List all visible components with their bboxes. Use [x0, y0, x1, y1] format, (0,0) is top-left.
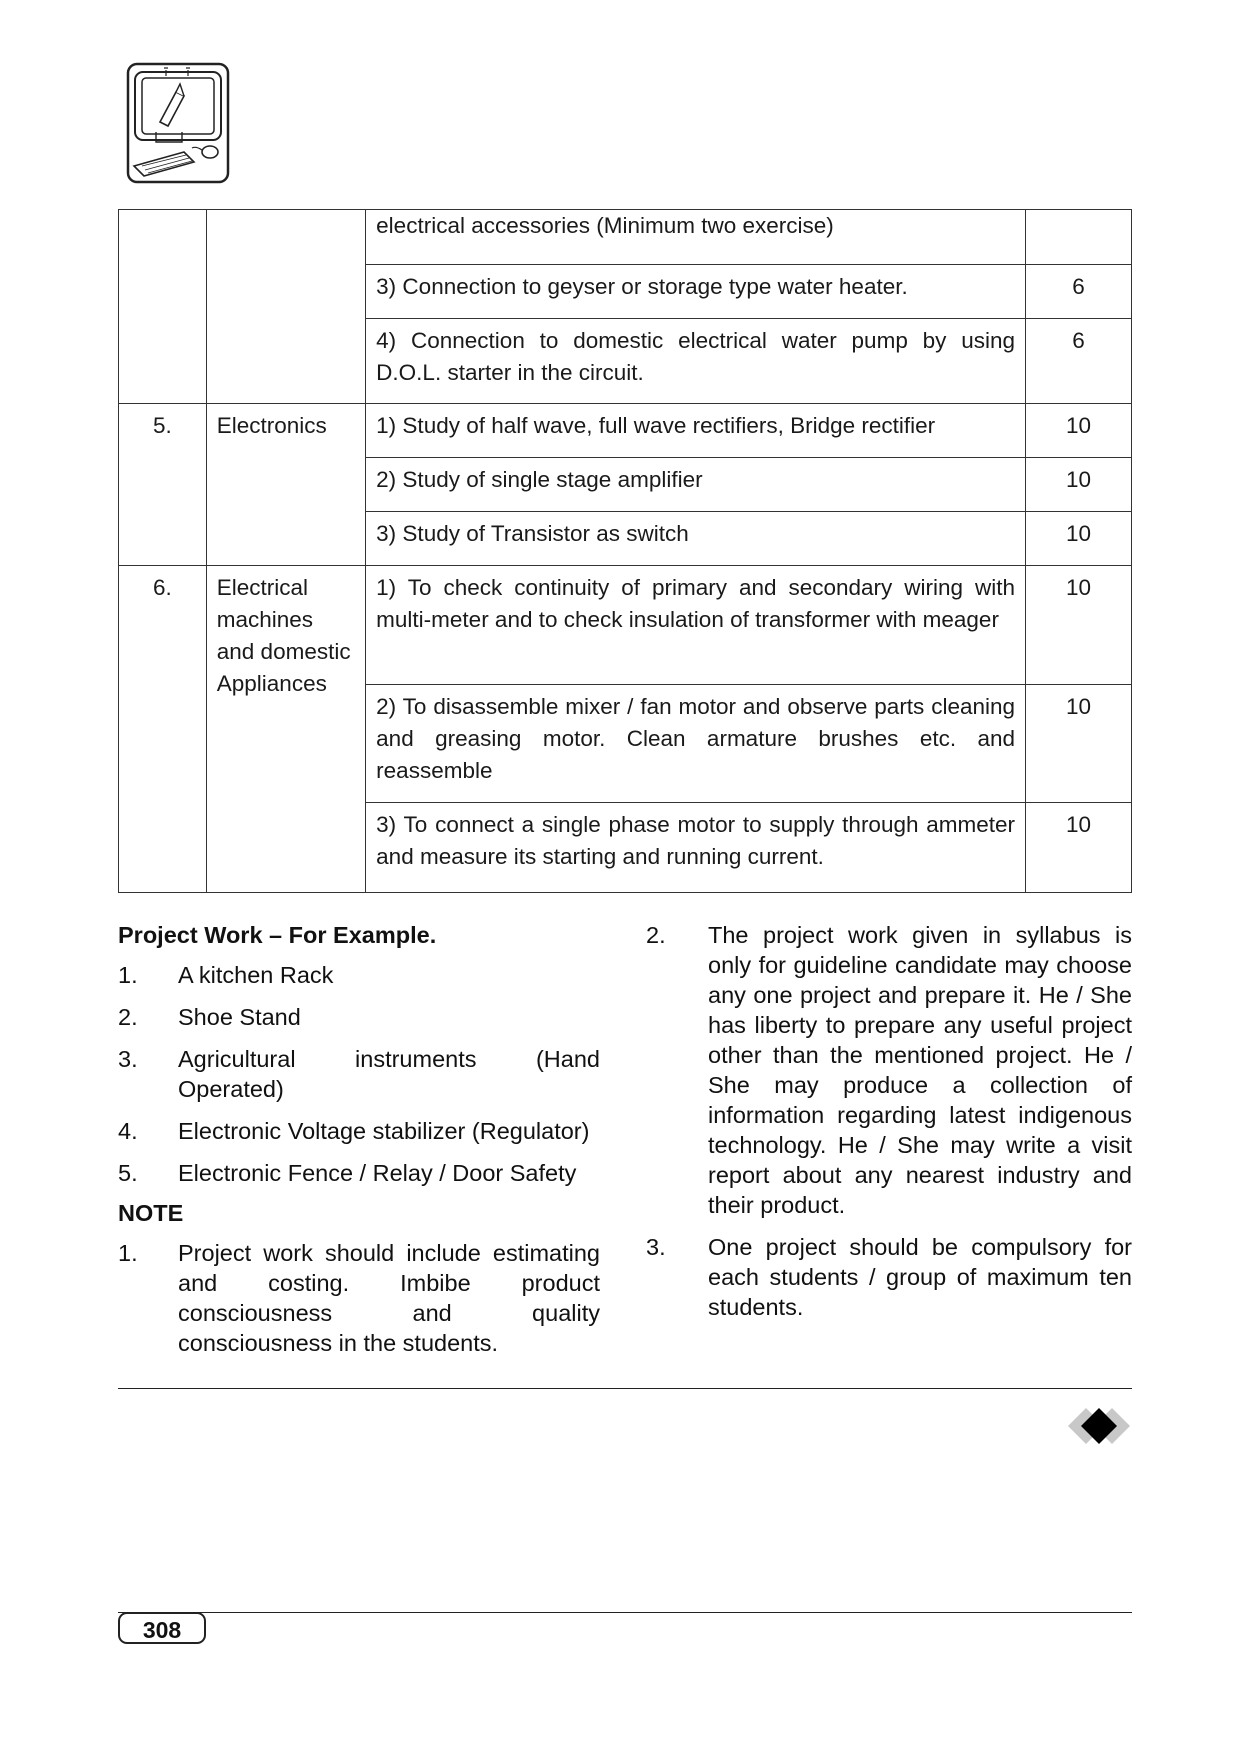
diamonds-icon	[1066, 1406, 1132, 1446]
list-item	[118, 1044, 600, 1104]
list-item	[646, 920, 1132, 1220]
practical-cell: 3) Study of Transistor as switch	[376, 520, 689, 546]
item-text: The project work given in syllabus is only for guideline candidate may choose any one project and prepare it. He / She has liberty to prepare any useful project other than the mentioned project. He / She may produce a collection of information regarding latest indigenous technology. He / She may write a visit report about any nearest industry and their product.	[708, 922, 1132, 1218]
item-number: 1.	[118, 962, 138, 988]
table-row	[119, 566, 1132, 685]
hours-cell: 10	[1066, 812, 1092, 838]
table-row	[119, 404, 1132, 458]
item-text: Agricultural instruments (Hand Operated)	[178, 1046, 600, 1102]
item-text: One project should be compulsory for each students / group of maximum ten students.	[708, 1234, 1132, 1320]
syllabus-table	[118, 209, 1132, 893]
hours-cell	[1026, 210, 1131, 216]
serial-number: 5.	[153, 413, 172, 439]
practical-cell: 1) Study of half wave, full wave rectifiers, Bridge rectifier	[376, 413, 936, 439]
item-number: 5.	[118, 1160, 138, 1186]
list-item	[646, 1232, 1132, 1322]
hours-cell: 10	[1066, 520, 1092, 546]
item-number: 2.	[646, 922, 666, 948]
practical-cell: electrical accessories (Minimum two exercise)	[376, 213, 834, 238]
project-heading: Project Work – For Example.	[118, 922, 437, 948]
item-text: Shoe Stand	[178, 1004, 301, 1030]
practical-cell: 2) To disassemble mixer / fan motor and observe parts cleaning and greasing motor. Clean armature brushes etc. and reassemble	[376, 693, 1016, 783]
practical-cell: 3) To connect a single phase motor to supply through ammeter and measure its starting and running current.	[376, 812, 1016, 870]
hours-cell: 10	[1066, 467, 1092, 493]
footer-divider	[118, 1612, 1132, 1613]
table-row	[119, 210, 1132, 265]
left-column	[118, 920, 600, 1370]
note-heading: NOTE	[118, 1200, 184, 1226]
practical-cell: 3) Connection to geyser or storage type water heater.	[376, 274, 908, 300]
right-column	[646, 920, 1132, 1334]
hours-cell: 10	[1066, 693, 1092, 719]
item-number: 3.	[646, 1234, 666, 1260]
list-item	[118, 1238, 600, 1358]
section-divider	[118, 1388, 1132, 1389]
item-text: Electronic Fence / Relay / Door Safety	[178, 1160, 577, 1186]
item-number: 1.	[118, 1240, 138, 1266]
list-item	[118, 960, 600, 990]
practical-cell: 4) Connection to domestic electrical water pump by using D.O.L. starter in the circuit.	[376, 327, 1016, 385]
hours-cell: 10	[1066, 575, 1092, 601]
item-text: Project work should include estimating and costing. Imbibe product consciousness and quality consciousness in the students.	[178, 1240, 600, 1356]
practical-cell: 2) Study of single stage amplifier	[376, 467, 703, 493]
list-item	[118, 1116, 600, 1146]
serial-number: 6.	[153, 575, 172, 601]
list-item	[118, 1002, 600, 1032]
hours-cell: 6	[1072, 327, 1085, 353]
item-number: 4.	[118, 1118, 138, 1144]
item-number: 3.	[118, 1046, 138, 1072]
practical-cell: 1) To check continuity of primary and secondary wiring with multi-meter and to check insulation of transformer with meager	[376, 575, 1016, 633]
page-number: 308	[118, 1612, 206, 1644]
hours-cell: 6	[1072, 274, 1085, 300]
list-item	[118, 1158, 600, 1188]
item-number: 2.	[118, 1004, 138, 1030]
subject-cell: Electronics	[216, 413, 327, 439]
item-text: Electronic Voltage stabilizer (Regulator)	[178, 1118, 590, 1144]
subject-cell: Electrical machines and domestic Appliances	[216, 575, 351, 697]
hours-cell: 10	[1066, 413, 1092, 439]
computer-drawing-icon	[126, 62, 230, 184]
item-text: A kitchen Rack	[178, 962, 334, 988]
